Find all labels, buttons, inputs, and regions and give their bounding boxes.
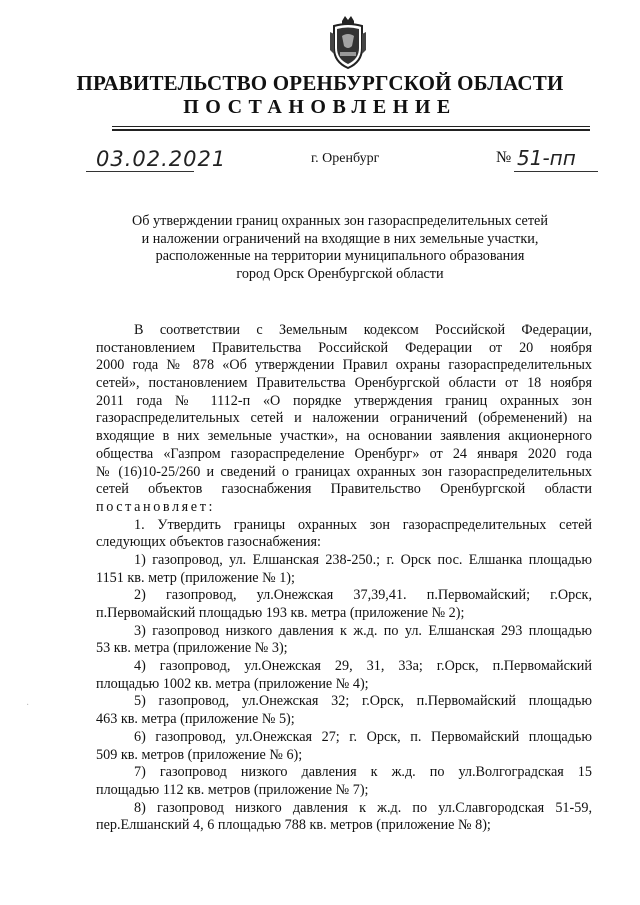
body-line: 8) газопровод низкого давления к ж.д. по ул.Славгородская 51-59, — [134, 799, 592, 816]
body-line: В соответствии с Земельным кодексом Российской Федерации, — [134, 322, 592, 338]
document-type-title: ПОСТАНОВЛЕНИЕ — [183, 96, 457, 118]
body-line: 7) газопровод низкого давления к ж.д. по ул.Волгоградская 15 — [134, 764, 592, 781]
body-line: общества «Газпром газораспределение Оренбург» от 24 января 2020 года — [96, 445, 592, 462]
body-line: площадью 1002 кв. метра (приложение № 4); — [96, 675, 369, 692]
subject-line: и наложении ограничений на входящие в них земельные участки, — [141, 230, 539, 247]
document-number-label: № — [496, 149, 512, 166]
body-line: 5) газопровод, ул.Онежская 32; г.Орск, п.Первомайский площадью — [134, 693, 592, 710]
body-line: 53 кв. метра (приложение № 3); — [96, 640, 288, 657]
margin-mark: · — [26, 700, 30, 711]
subject-line: расположенные на территории муниципального образования — [155, 248, 525, 265]
body-line: 2000 года № 878 «Об утверждении Правил охраны газораспределительных — [96, 357, 592, 374]
body-line: 1151 кв. метр (приложение № 1); — [96, 569, 295, 586]
date-underline — [86, 171, 194, 172]
body-line: 463 кв. метра (приложение № 5); — [96, 711, 295, 728]
body-line: следующих объектов газоснабжения: — [96, 534, 321, 551]
subject-line: Об утверждении границ охранных зон газораспределительных сетей — [132, 213, 548, 229]
body-line: 6) газопровод, ул.Онежская 27; г. Орск, п. Первомайский площадью — [134, 728, 592, 745]
body-line: постановлением Правительства Российской Федерации от 20 ноября — [96, 339, 592, 356]
body-line: сетей», постановлением Правительства Оренбургской области от 18 ноября — [96, 375, 592, 392]
document-date: 03.02.2021 — [96, 147, 227, 171]
number-underline — [514, 171, 598, 172]
document-body — [96, 322, 592, 835]
body-line: сетей объектов газоснабжения Правительство Оренбургской области — [96, 481, 592, 498]
body-line: пер.Елшанский 4, 6 площадью 788 кв. метров (приложение № 8); — [96, 817, 491, 834]
body-line: 2) газопровод, ул.Онежская 37,39,41. п.Первомайский; г.Орск, — [134, 587, 592, 604]
header-rule-thin — [112, 126, 590, 127]
body-line: п.Первомайский площадью 193 кв. метра (приложение № 2); — [96, 605, 465, 621]
body-line: 3) газопровод низкого давления к ж.д. по ул. Елшанская 293 площадью — [134, 622, 592, 639]
header-rule-thick — [112, 129, 590, 131]
coat-of-arms-emblem-icon — [328, 14, 368, 72]
body-line: площадью 112 кв. метров (приложение № 7); — [96, 781, 369, 798]
body-line-resolves: постановляет: — [96, 498, 216, 515]
document-city: г. Оренбург — [311, 151, 380, 166]
document-meta-row — [0, 147, 640, 173]
body-line: № (16)10-25/260 и сведений о границах охранных зон газораспределительных — [96, 463, 592, 480]
body-line: 1) газопровод, ул. Елшанская 238-250.; г. Орск пос. Елшанка площадью — [134, 551, 592, 568]
body-line: 4) газопровод, ул.Онежская 29, 31, 33а; г.Орск, п.Первомайский — [134, 658, 592, 675]
subject-line: город Орск Оренбургской области — [236, 265, 444, 282]
body-line: 1. Утвердить границы охранных зон газораспределительных сетей — [134, 516, 592, 533]
document-subject — [90, 213, 590, 283]
government-title: ПРАВИТЕЛЬСТВО ОРЕНБУРГСКОЙ ОБЛАСТИ — [76, 71, 564, 95]
body-line: 509 кв. метров (приложение № 6); — [96, 746, 303, 763]
body-line: 2011 года № 1112-п «О порядке утверждения границ охранных зон — [96, 392, 592, 409]
body-line: входящие в них земельные участки», на основании заявления акционерного — [96, 428, 592, 445]
body-line: газораспределительных сетей и наложении ограничений (обременений) на — [96, 410, 592, 427]
document-number: 51-пп — [517, 146, 576, 170]
